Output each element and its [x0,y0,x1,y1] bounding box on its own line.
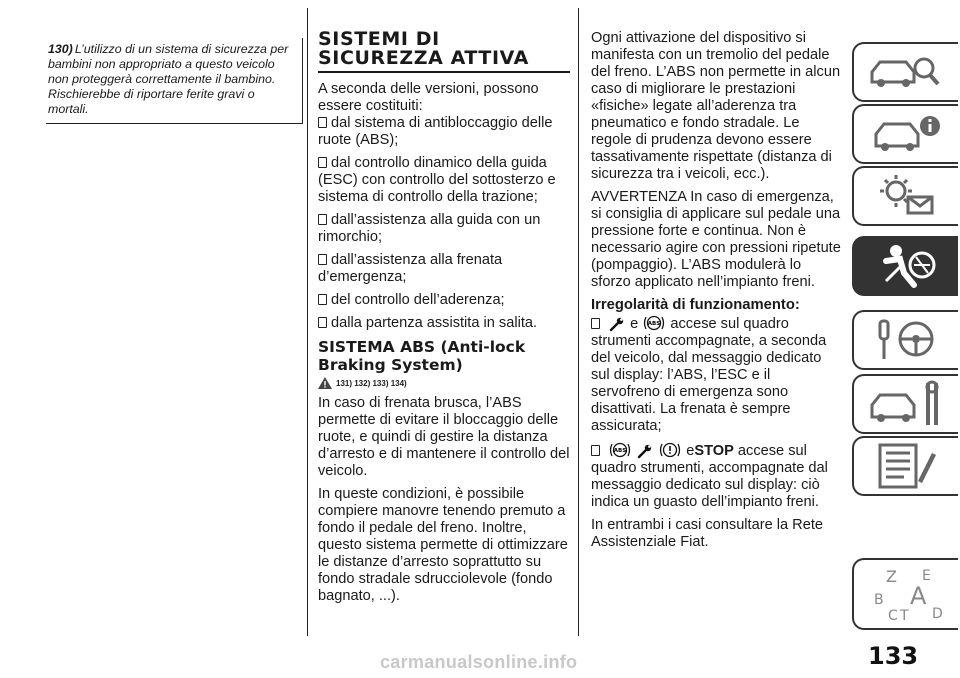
watermark: carmanualsonline.info [380,652,578,672]
malfunction-title: Irregolarità di funzionamento: [591,297,800,313]
reference-numbers: 131) 132) 133) 134) [336,378,407,388]
tab-car-info[interactable] [852,104,958,164]
column-middle [318,30,570,611]
advisory-paragraph: AVVERTENZA In caso di emergenza, si consiglia di applicare sul pedale una pressione forte e continua. Non è necessario agire con pressioni ripetute (pompaggio). L’ABS modulerà lo sforzo applicato nell’impianto freni. [591,189,841,290]
abs-paragraph-1: In caso di frenata brusca, l’ABS permette di evitare il bloccaggio delle ruote, e quindi di gestire la distanza d’arresto e di mantenere il controllo del veicolo. [318,395,570,479]
svg-text:ABS: ABS [613,448,627,455]
systems-list [318,115,570,332]
warning-number: 130) [48,42,73,56]
car-search-icon [866,50,946,94]
svg-text:Z: Z [886,567,897,586]
bullet-box-icon [318,317,327,328]
tab-key-steering[interactable] [852,310,958,370]
column-right [591,30,841,557]
svg-text:D: D [932,606,943,622]
abs-warning-icon [609,441,631,459]
svg-text:T: T [900,608,909,624]
list-item: dalla partenza assistita in salita. [318,315,570,332]
abs-paragraph-3: Ogni attivazione del dispositivo si manifesta con un tremolio del pedale del freno. L’ABS non permette in alcun caso di migliorare le prestazioni «fisiche» legate all’aderenza tra pneumatico e fondo stradale. Le regole di prudenza devono essere tassativamente rispettate (distanza di sicurezza tra i veicoli, ecc.). [591,30,841,182]
warning-triangle-icon [318,377,332,389]
bullet-box-icon [591,318,600,329]
car-info-icon [866,112,946,156]
list-item: dal controllo dinamico della guida (ESC) con controllo del sottosterzo e sistema di controllo della trazione; [318,155,556,205]
warning-text: L’utilizzo di un sistema di sicurezza per bambini non appropriato a questo veicolo non proteggerà correttamente il bambino. Rischierebbe di riportare ferite gravi o mortali. [48,42,289,116]
tab-car-wrench[interactable] [852,374,958,434]
warning-references [318,377,570,389]
list-item: dal sistema di antibloccaggio delle ruote (ABS); [318,115,553,148]
svg-text:ABS: ABS [648,321,661,328]
column-divider-right [578,8,579,636]
list-item: dall’assistenza alla frenata d’emergenza; [318,252,503,285]
page-number: 133 [868,642,919,670]
tab-checklist[interactable] [852,436,958,496]
list-item: ABS eSTOP accese sul quadro strumenti, accompagnate dal messaggio dedicato sul display: ciò indica un guasto dell’impianto freni. [591,443,828,510]
stop-label: STOP [694,443,734,459]
warning-note [46,38,303,124]
bullet-box-icon [318,214,327,225]
final-paragraph: In entrambi i casi consultare la Rete Assistenziale Fiat. [591,517,823,550]
list-item: e ABS accese sul quadro strumenti accompagnate, a seconda del veicolo, dal messaggio dedicato sul display: l’ABS, l’ESC e il servofreno di emergenza sono disattivati. La frenata è sempre assicurata; [591,316,827,434]
airbag-person-icon [866,241,946,291]
brake-warning-icon [659,441,681,459]
abs-paragraph-2: In queste condizioni, è possibile compiere manovre tenendo premuto a fondo il pedale del freno. Inoltre, questo sistema permette di ottimizzare le distanze d’arresto soprattutto su fondo stradale sdrucciolevole (fondo bagnato, ...). [318,486,568,604]
tab-alphabet-index[interactable] [852,558,958,630]
abs-section-title: SISTEMA ABS (Anti-lock Braking System) [318,338,526,374]
car-wrench-icon [866,379,946,429]
intro-text: A seconda delle versioni, possono essere costituiti: [318,81,539,114]
svg-text:C: C [888,608,898,624]
svg-text:A: A [910,582,927,610]
lights-message-icon [866,171,946,221]
list-item: del controllo dell’aderenza; [318,292,570,309]
bullet-box-icon [318,157,327,168]
key-steering-icon [866,315,946,365]
alphabet-index-icon [866,562,946,626]
wrench-icon [637,443,653,459]
svg-text:E: E [922,568,931,584]
list-item: dall’assistenza alla guida con un rimorchio; [318,212,541,245]
bullet-box-icon [318,294,327,305]
svg-text:B: B [874,592,884,608]
tab-safety[interactable] [852,236,958,296]
tab-lights-message[interactable] [852,166,958,226]
bullet-box-icon [591,445,600,456]
section-title: SISTEMI DI SICUREZZA ATTIVA [318,30,570,73]
bullet-box-icon [318,117,327,128]
wrench-icon [609,316,625,332]
abs-warning-icon [643,314,665,332]
bullet-box-icon [318,254,327,265]
column-divider-left [307,8,308,636]
checklist-icon [866,441,946,491]
tab-car-search[interactable] [852,42,958,102]
